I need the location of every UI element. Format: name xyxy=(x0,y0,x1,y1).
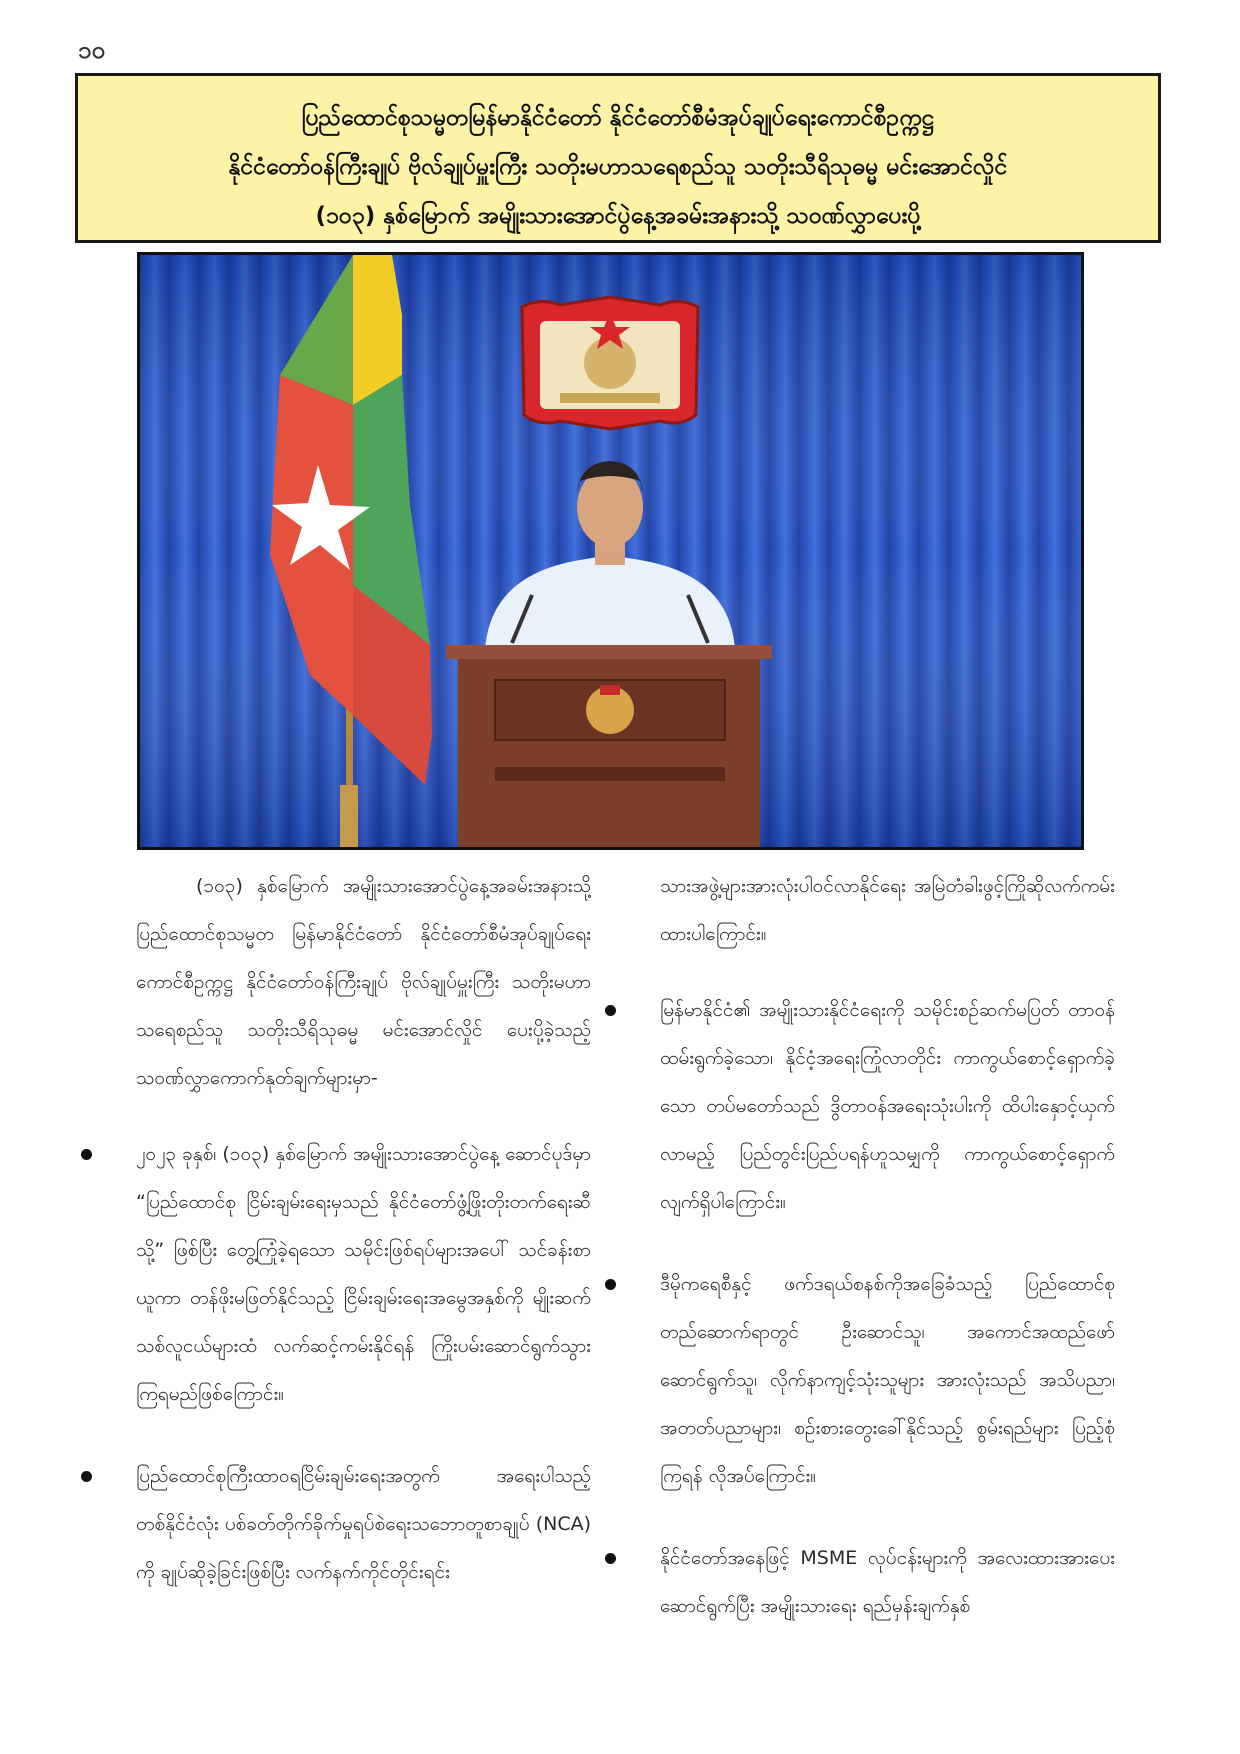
state-emblem xyxy=(522,297,698,429)
page-number: ၁၀ xyxy=(78,36,105,64)
bullet-item: ၂၀၂၃ ခုနှစ်၊ (၁၀၃) နှစ်မြောက် အမျိုးသားအောင်ပွဲနေ့ ဆောင်ပုဒ်မှာ “ပြည်ထောင်စု ငြိမ်းချမ်းရေးမှသည် နိုင်ငံတော်ဖွံ့ဖြိုးတိုးတက်ရေးဆီသို့” ဖြစ်ပြီး တွေ့ကြုံခဲ့ရသော သမိုင်းဖြစ်ရပ်များအပေါ် သင်ခန်းစာယူကာ တန်ဖိုးမဖြတ်နိုင်သည့် ငြိမ်းချမ်းရေးအမွေအနှစ်ကို မျိုးဆက်သစ်လူငယ်များထံ လက်ဆင့်ကမ်းနိုင်ရန် ကြိုးပမ်းဆောင်ရွက်သွားကြရမည်ဖြစ်ကြောင်း။ xyxy=(136,1130,591,1418)
intro-paragraph: (၁၀၃) နှစ်မြောက် အမျိုးသားအောင်ပွဲနေ့အခမ်းအနားသို့ ပြည်ထောင်စုသမ္မတ မြန်မာနိုင်ငံတော် နိုင်ငံတော်စီမံအုပ်ချုပ်ရေးကောင်စီဥက္ကဋ္ဌ နိုင်ငံတော်ဝန်ကြီးချုပ် ဗိုလ်ချုပ်မှူးကြီး သတိုးမဟာသရေစည်သူ သတိုးသီရိသုဓမ္မ မင်းအောင်လှိုင် ပေးပို့ခဲ့သည့် သဝဏ်လွှာကောက်နုတ်ချက်များမှာ- xyxy=(136,875,591,1089)
bullet-item: မြန်မာနိုင်ငံ၏ အမျိုးသားနိုင်ငံရေးကို သမိုင်းစဉ်ဆက်မပြတ် တာဝန်ထမ်းရွက်ခဲ့သော၊ နိုင်ငံ့အရေးကြုံလာတိုင်း ကာကွယ်စောင့်ရှောက်ခဲ့သော တပ်မတော်သည် ဒွိတာဝန်အရေးသုံးပါးကို ထိပါးနှောင့်ယှက်လာမည့် ပြည်တွင်းပြည်ပရန်ဟူသမျှကို ကာကွယ်စောင့်ရှောက်လျက်ရှိပါကြောင်း။ xyxy=(660,986,1115,1226)
bullet-item: နိုင်ငံတော်အနေဖြင့် MSME လုပ်ငန်းများကို အလေးထားအားပေးဆောင်ရွက်ပြီး အမျိုးသားရေး ရည်မှန်းချက်နှစ် xyxy=(660,1534,1115,1630)
flag-pole-base xyxy=(340,785,358,847)
text-column-left xyxy=(136,862,591,1630)
continuation-paragraph: သားအဖွဲ့များအားလုံးပါဝင်လာနိုင်ရေး အမြဲတံခါးဖွင့်ကြိုဆိုလက်ကမ်းထားပါကြောင်း။ xyxy=(660,875,1115,945)
headline-box xyxy=(75,73,1161,243)
podium xyxy=(446,645,772,847)
bullet-item: ဒီမိုကရေစီနှင့် ဖက်ဒရယ်စနစ်ကိုအခြေခံသည့် ပြည်ထောင်စုတည်ဆောက်ရာတွင် ဦးဆောင်သူ၊ အကောင်အထည်ဖော်ဆောင်ရွက်သူ၊ လိုက်နာကျင့်သုံးသူများ အားလုံးသည် အသိပညာ၊ အတတ်ပညာများ၊ စဉ်းစားတွေးခေါ်နိုင်သည့် စွမ်းရည်များ ပြည့်စုံကြရန် လိုအပ်ကြောင်း။ xyxy=(660,1260,1115,1500)
headline-line-2: နိုင်ငံတော်ဝန်ကြီးချုပ် ဗိုလ်ချုပ်မှူးကြီး သတိုးမဟာသရေစည်သူ သတိုးသီရိသုဓမ္မ မင်းအောင်လှိုင် xyxy=(228,154,1008,180)
bullet-item: ပြည်ထောင်စုကြီးထာဝရငြိမ်းချမ်းရေးအတွက် အရေးပါသည့် တစ်နိုင်ငံလုံး ပစ်ခတ်တိုက်ခိုက်မှုရပ်စဲရေးသဘောတူစာချုပ် (NCA) ကို ချုပ်ဆိုခဲ့ခြင်းဖြစ်ပြီး လက်နက်ကိုင်တိုင်းရင်း xyxy=(136,1452,591,1596)
text-column-right xyxy=(660,862,1115,1664)
headline-line-3: (၁၀၃) နှစ်မြောက် အမျိုးသားအောင်ပွဲနေ့အခမ်းအနားသို့ သဝဏ်လွှာပေးပို့ xyxy=(315,203,921,229)
speech-photo-illustration xyxy=(140,255,1081,847)
speech-photo xyxy=(137,252,1084,850)
headline-line-1: ပြည်ထောင်စုသမ္မတမြန်မာနိုင်ငံတော် နိုင်ငံတော်စီမံအုပ်ချုပ်ရေးကောင်စီဥက္ကဋ္ဌ xyxy=(301,105,935,131)
